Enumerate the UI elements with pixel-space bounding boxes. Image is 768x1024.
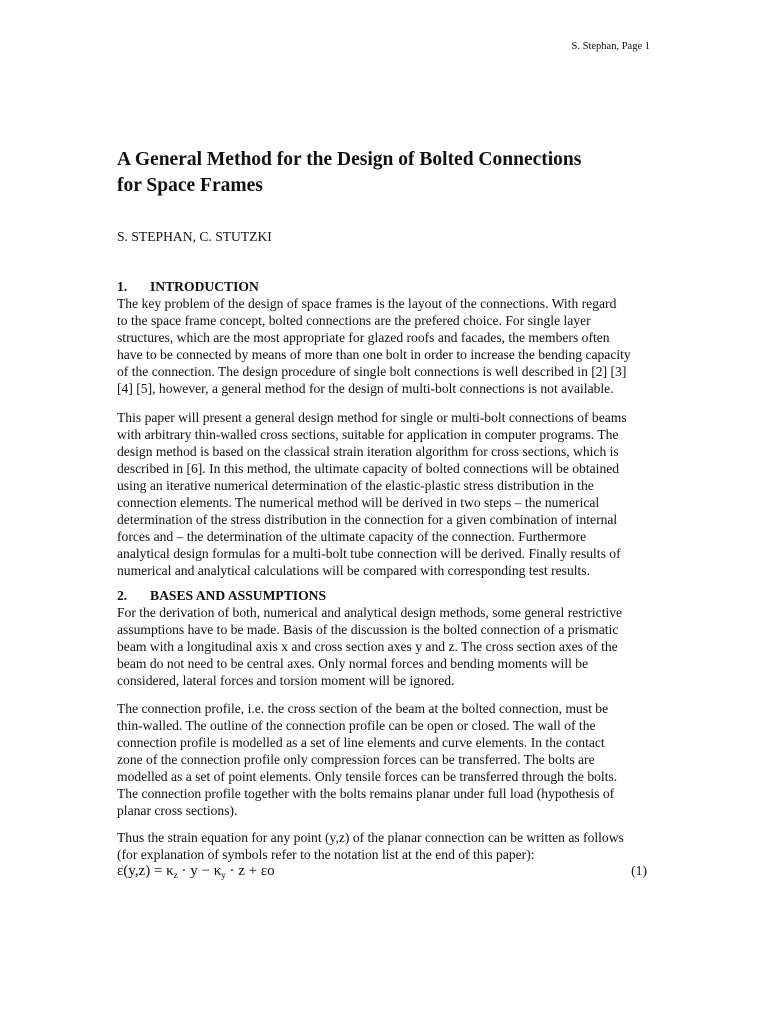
section-bases-paragraph-3 bbox=[117, 829, 657, 863]
section-number: 2. bbox=[117, 588, 128, 603]
text-line: For the derivation of both, numerical and analytical design methods, some general restrictive bbox=[117, 605, 623, 620]
text-line: assumptions have to be made. Basis of the discussion is the bolted connection of a prismatic bbox=[117, 622, 619, 637]
paragraph bbox=[117, 829, 657, 863]
paragraph bbox=[117, 409, 657, 579]
equation-subscript-y: y bbox=[221, 870, 226, 880]
equation-number: (1) bbox=[631, 863, 647, 878]
text-line: The key problem of the design of space frames is the layout of the connections. With regard bbox=[117, 296, 617, 311]
text-line: This paper will present a general design method for single or multi-bolt connections of beams bbox=[117, 410, 627, 425]
section-bases-paragraph-2 bbox=[117, 700, 657, 819]
equation-subscript-z: z bbox=[173, 870, 178, 880]
text-line: numerical and analytical calculations will be compared with corresponding test results. bbox=[117, 563, 590, 578]
section-title: BASES AND ASSUMPTIONS bbox=[150, 588, 327, 603]
text-line: with arbitrary thin-walled cross sections, suitable for application in computer programs. The bbox=[117, 427, 619, 442]
text-line: thin-walled. The outline of the connection profile can be open or closed. The wall of the bbox=[117, 718, 596, 733]
running-head: S. Stephan, Page 1 bbox=[571, 41, 650, 52]
equation-term: · y − κ bbox=[177, 863, 222, 879]
text-line: beam do not need to be central axes. Only normal forces and bending moments will be bbox=[117, 656, 589, 671]
text-line: design method is based on the classical strain iteration algorithm for cross sections, which is bbox=[117, 444, 619, 459]
title-line: for Space Frames bbox=[117, 175, 263, 196]
text-line: analytical design formulas for a multi-bolt tube connection will be derived. Finally results of bbox=[117, 546, 621, 561]
text-line: The connection profile, i.e. the cross section of the beam at the bolted connection, must be bbox=[117, 701, 609, 716]
equation-lhs: ε(y,z) = κ bbox=[117, 863, 174, 879]
text-line: connection elements. The numerical method will be derived in two steps – the numerical bbox=[117, 495, 600, 510]
section-introduction bbox=[117, 278, 657, 397]
text-line: described in [6]. In this method, the ultimate capacity of bolted connections will be obtained bbox=[117, 461, 620, 476]
paragraph bbox=[117, 295, 657, 397]
section-bases-and-assumptions bbox=[117, 587, 657, 689]
equation-row bbox=[117, 863, 647, 883]
paragraph bbox=[117, 604, 657, 689]
section-number: 1. bbox=[117, 279, 128, 294]
section-introduction-paragraph-2 bbox=[117, 409, 657, 579]
text-line: using an iterative numerical determination of the elastic-plastic stress distribution in the bbox=[117, 478, 594, 493]
text-line: considered, lateral forces and torsion moment will be ignored. bbox=[117, 673, 455, 688]
strain-equation bbox=[117, 863, 275, 880]
text-line: zone of the connection profile only compression forces can be transferred. The bolts are bbox=[117, 752, 595, 767]
text-line: beam with a longitudinal axis x and cross section axes y and z. The cross section axes of the bbox=[117, 639, 618, 654]
text-line: The connection profile together with the bolts remains planar under full load (hypothesis of bbox=[117, 786, 615, 801]
paragraph bbox=[117, 700, 657, 819]
text-line: to the space frame concept, bolted connections are the prefered choice. For single layer bbox=[117, 313, 591, 328]
authors: S. STEPHAN, C. STUTZKI bbox=[117, 229, 272, 244]
text-line: Thus the strain equation for any point (y,z) of the planar connection can be written as follows bbox=[117, 830, 624, 845]
text-line: determination of the stress distribution in the connection for a given combination of internal bbox=[117, 512, 618, 527]
text-line: structures, which are the most appropriate for glazed roofs and facades, the members often bbox=[117, 330, 610, 345]
section-title: INTRODUCTION bbox=[150, 279, 259, 294]
section-heading bbox=[117, 278, 657, 295]
text-line: (for explanation of symbols refer to the notation list at the end of this paper): bbox=[117, 847, 535, 862]
text-line: have to be connected by means of more than one bolt in order to increase the bending capacity bbox=[117, 347, 631, 362]
text-line: connection profile is modelled as a set of line elements and curve elements. In the contact bbox=[117, 735, 605, 750]
text-line: planar cross sections). bbox=[117, 803, 238, 818]
text-line: modelled as a set of point elements. Only tensile forces can be transferred through the bolts. bbox=[117, 769, 618, 784]
text-line: [4] [5], however, a general method for the design of multi-bolt connections is not available. bbox=[117, 381, 614, 396]
section-heading bbox=[117, 587, 657, 604]
text-line: forces and – the determination of the ultimate capacity of the connection. Furthermore bbox=[117, 529, 587, 544]
title-line: A General Method for the Design of Bolted Connections bbox=[117, 149, 582, 170]
equation-term: · z + εo bbox=[225, 863, 275, 879]
text-line: of the connection. The design procedure of single bolt connections is well described in [2] [3] bbox=[117, 364, 627, 379]
paper-title bbox=[117, 147, 677, 199]
